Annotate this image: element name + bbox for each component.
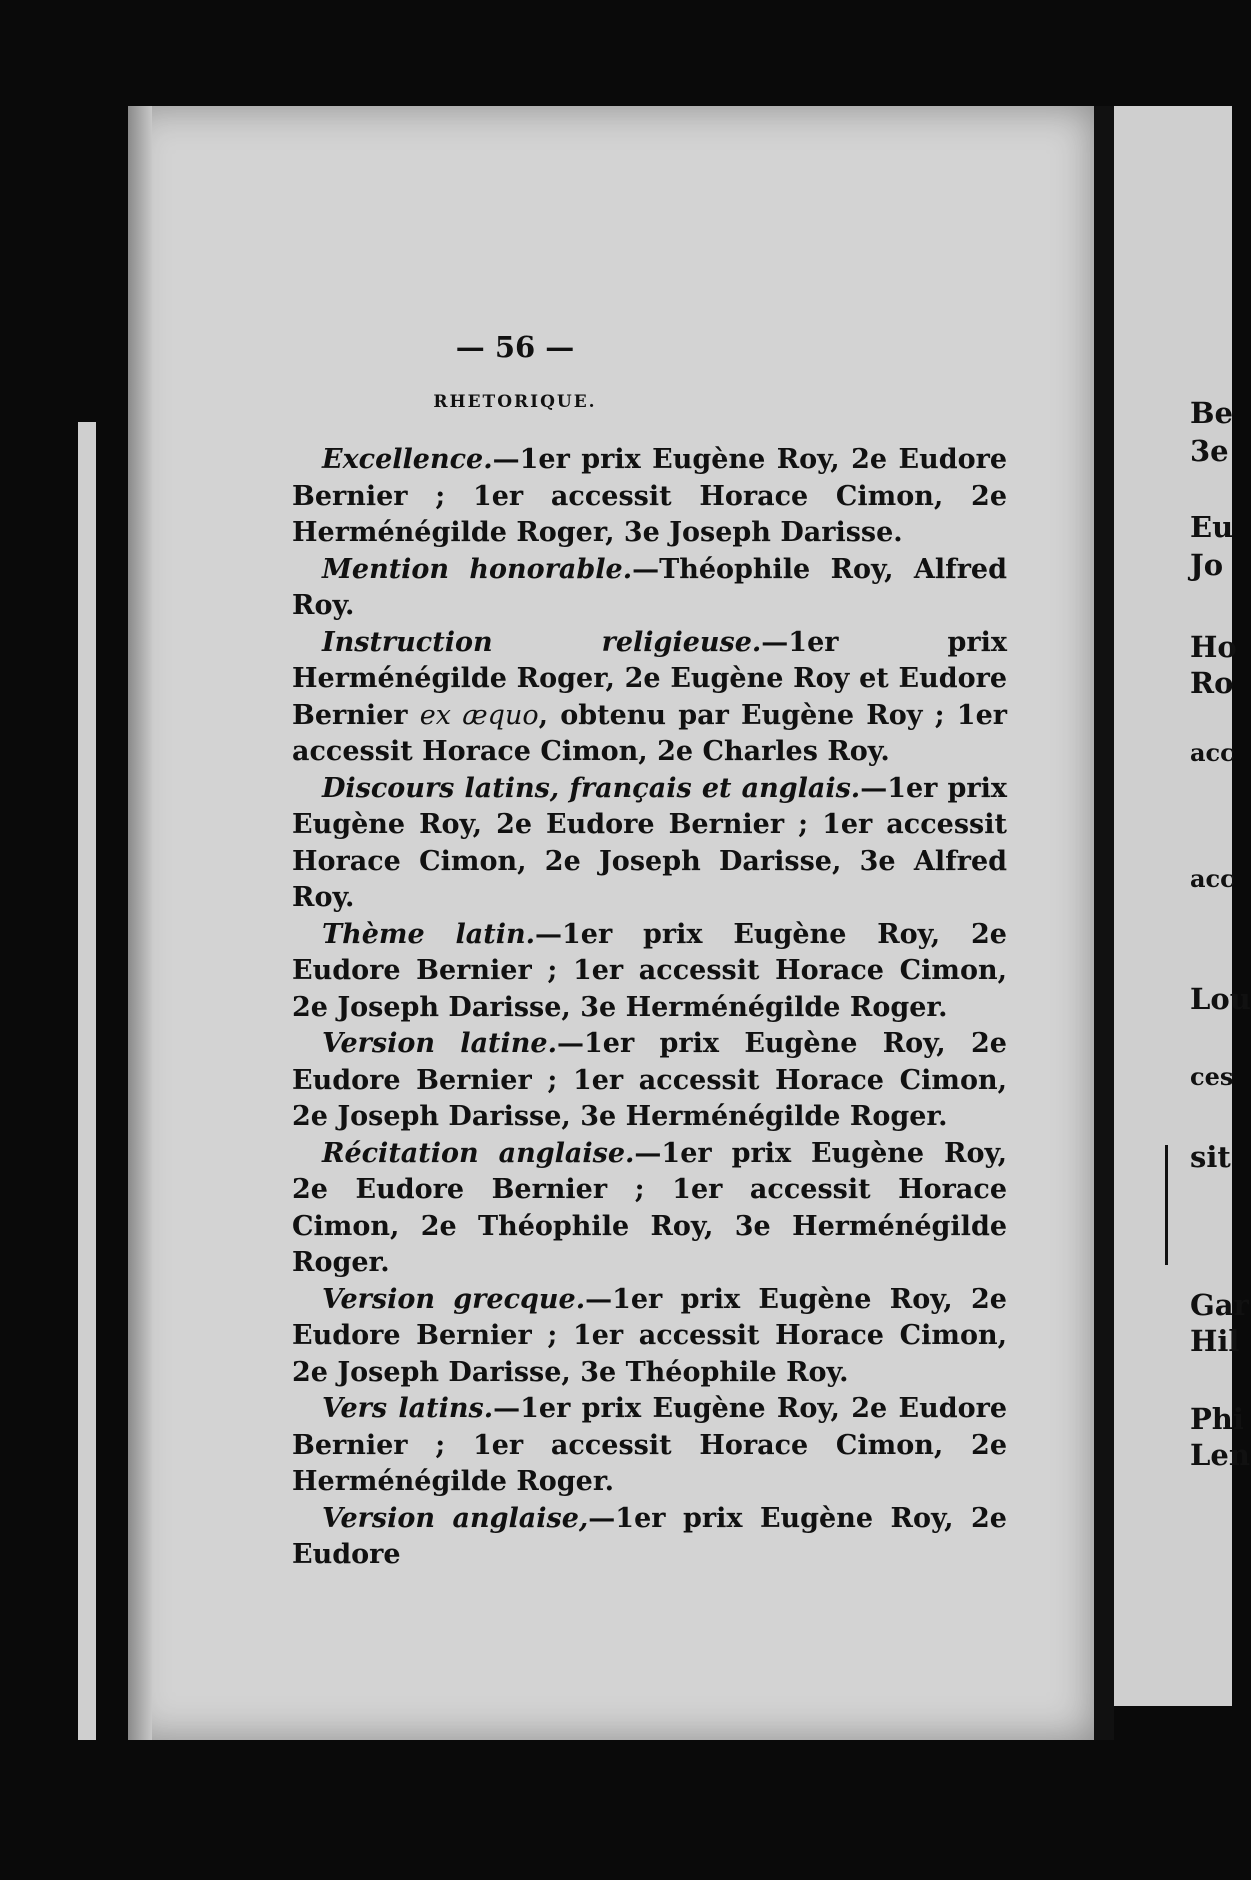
subject-label: Récitation anglaise. [322,1137,635,1169]
subject-label: Version latine. [322,1028,557,1059]
next-page-text: Phi [1190,1402,1244,1436]
subject-label: Excellence. [322,444,493,475]
prize-text: , obtenu par Eugène Roy ; 1er accessit Horace Cimon, 2e Charles Roy. [292,699,1007,767]
prize-entry [292,625,1007,771]
prize-entry [292,1136,1007,1282]
prize-entry [292,1026,1007,1136]
next-page-text: Hil [1190,1324,1240,1358]
next-page-text: Jo [1190,548,1224,582]
next-page-text: Len [1190,1438,1250,1472]
prize-entry [292,1501,1007,1574]
next-page-text: Ho [1190,630,1237,664]
subject-label: Version grecque. [322,1283,586,1315]
subject-label: Thème latin. [322,918,535,950]
next-page-text: acc [1190,738,1235,767]
next-page-text: acc [1190,864,1235,893]
prize-entry [292,442,1007,552]
next-page-text: sit [1190,1140,1231,1174]
prize-entry [292,1391,1007,1501]
prize-text: —1er prix Eugène Roy, 2e Eudore [292,1502,1007,1570]
subject-label: Instruction religieuse. [322,626,762,658]
next-page-text: Ro [1190,666,1234,700]
prize-entry [292,771,1007,917]
next-page-fragment [1114,106,1251,1706]
prize-text: —1er prix Eugène Roy, 2e Eudore Bernier ; 1er accessit Horace Cimon, 2e Herménégilde Roger, 3e Joseph Darisse. [292,444,1007,548]
adjacent-page-edge-left [78,422,96,1740]
prize-entry [292,1282,1007,1392]
prize-text: —1er prix Eugène Roy, 2e Eudore Bernier ; 1er accessit Horace Cimon, 2e Herménégilde Roger. [292,1393,1008,1497]
prize-text: —1er prix Eugène Roy, 2e Eudore Bernier ; 1er accessit Horace Cimon, 2e Joseph Darisse, 3e Alfred Roy. [292,772,1007,913]
prize-text: —Théophile Roy, Alfred Roy. [292,553,1007,621]
section-heading: RHETORIQUE. [433,392,597,412]
subject-label: Discours latins, français et anglais. [322,772,861,804]
prize-text: —1er prix Eugène Roy, 2e Eudore Bernier ; 1er accessit Horace Cimon, 2e Joseph Darisse, 3e Herménégilde Roger. [292,918,1007,1023]
margin-mark [1165,1145,1168,1265]
subject-label: Version anglaise, [322,1502,589,1534]
page-gutter [1094,106,1114,1740]
next-page-text: 3e [1190,434,1229,468]
subject-label: Vers latins. [322,1393,494,1424]
prize-text: —1er prix Eugène Roy, 2e Eudore Bernier ; 1er accessit Horace Cimon, 2e Joseph Darisse, 3e Théophile Roy. [292,1283,1007,1388]
next-page-text: Lou [1190,982,1251,1016]
subject-label: Mention honorable. [322,553,633,585]
next-page-text: Be [1190,396,1233,430]
next-page-text: ces [1190,1062,1234,1091]
prize-text: —1er prix Eugène Roy, 2e Eudore Bernier ; 1er accessit Horace Cimon, 2e Théophile Roy, 3e Herménégilde Roger. [292,1137,1008,1278]
prize-entry [292,552,1007,625]
prize-text: —1er prix Eugène Roy, 2e Eudore Bernier ; 1er accessit Horace Cimon, 2e Joseph Darisse, 3e Herménégilde Roger. [292,1028,1007,1132]
next-page-text: Eu [1190,510,1234,544]
prize-entry [292,917,1007,1027]
ex-aequo-text: ex æquo [419,699,539,731]
prize-list [292,442,1007,1574]
page-number: — 56 — [455,330,575,364]
prize-text: —1er prix Herménégilde Roger, 2e Eugène Roy et Eudore Bernier [292,626,1007,731]
next-page-text: Gar [1190,1288,1249,1322]
